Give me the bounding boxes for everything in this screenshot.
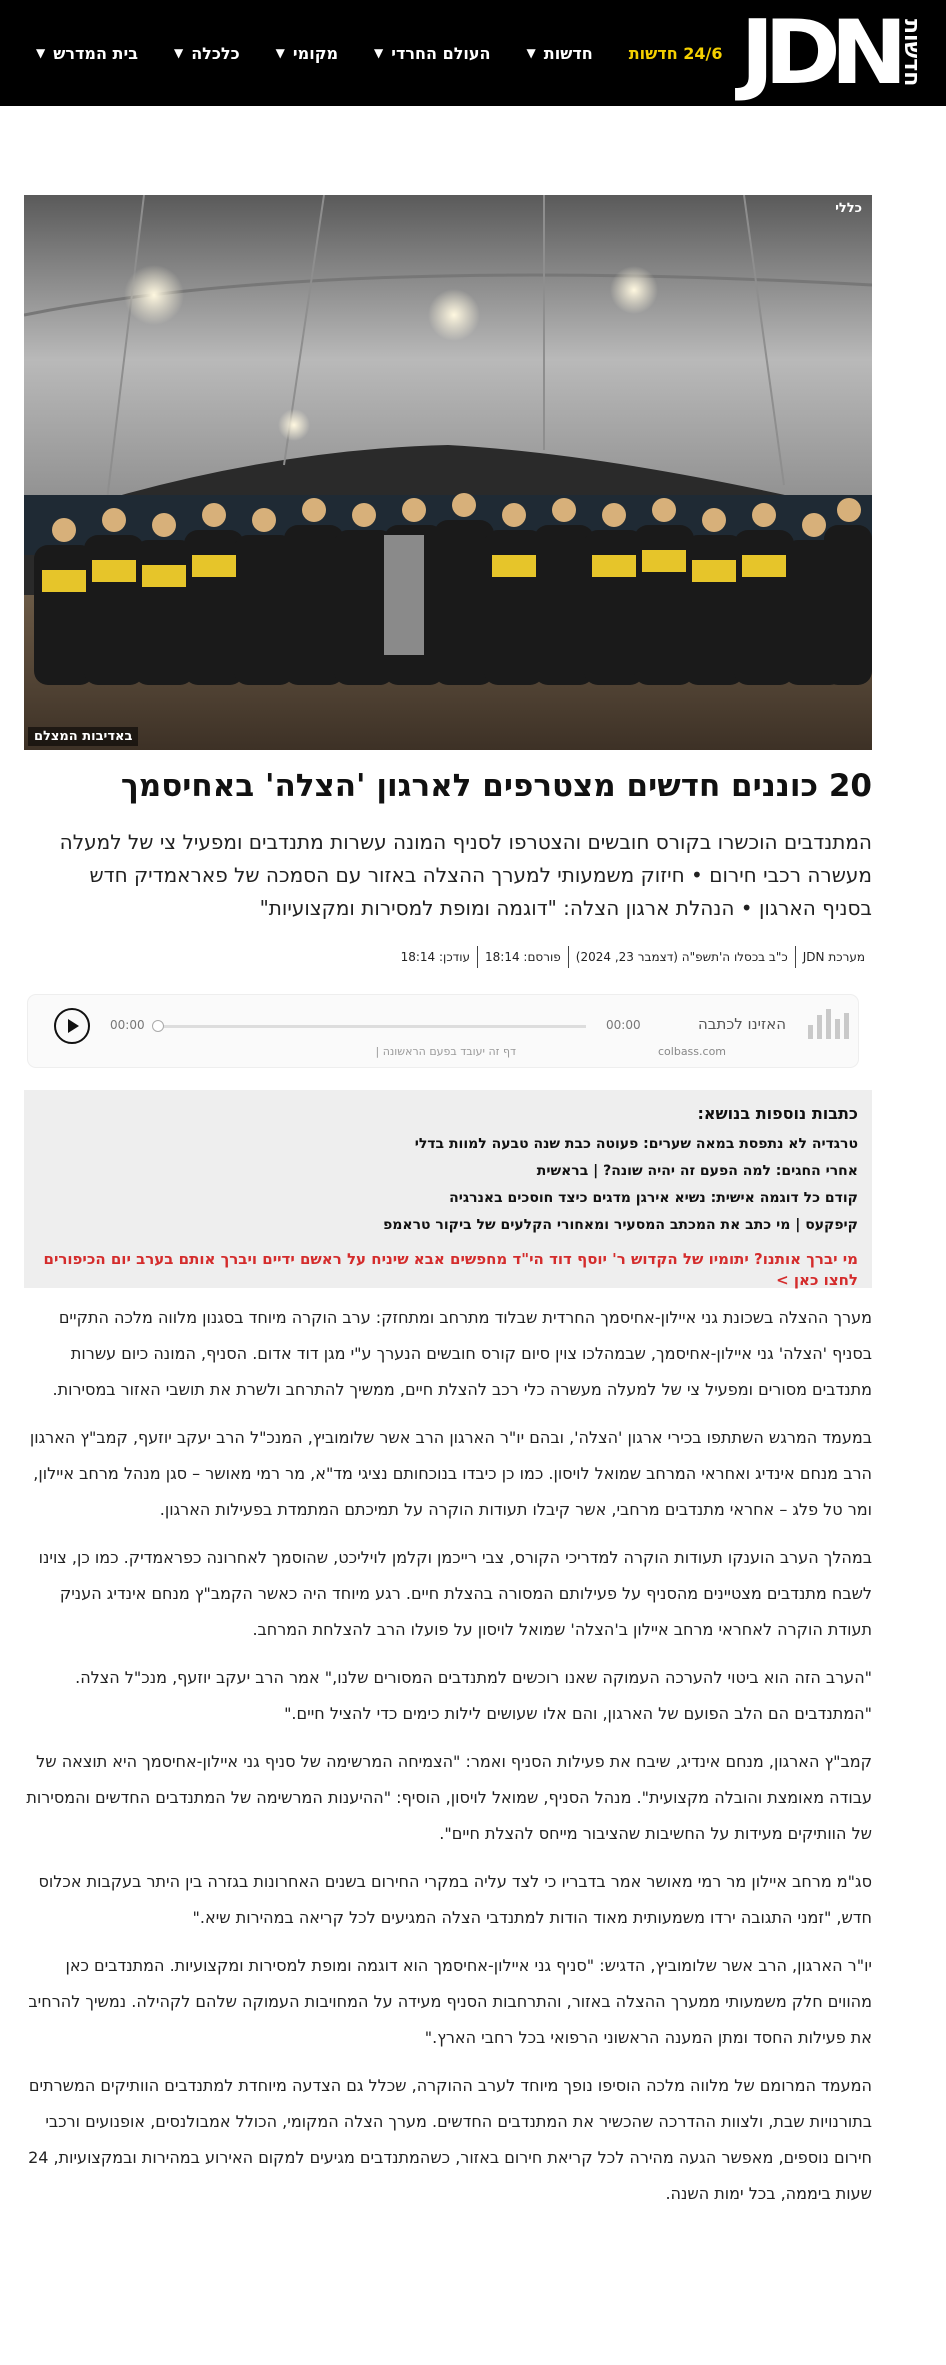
hero-image [24, 195, 872, 750]
article-paragraph: במעמד המרגש השתתפו בכירי ארגון 'הצלה', ובהם יו"ר הארגון הרב אשר שלומוביץ, המנכ"ל הרב יעקב יוזעף, קמב"ץ הארגון הרב מנחם אינדיג ואחראי המרחב שמואל לויסון. כמו כן כיבדו בנוכחותם נציגי מד"א, מר רמי מאושר – סגן מנהל מרחב איילון, ומר טל פלג – אחראי מתנדבים מרחבי, אשר קיבלו תעודות הוקרה על תמיכתם המתמדת בפעילות הארגון. [29, 1428, 872, 1519]
audio-brand-link[interactable]: colbass.com [658, 1045, 727, 1058]
related-link[interactable]: קיפקעס | מי כתב את המכתב המסעיר ומאחורי הקלעים של ביקור טראמפ [383, 1217, 858, 1233]
article-meta [394, 946, 872, 968]
audio-progress-handle[interactable] [152, 1020, 164, 1032]
article-paragraph: קמב"ץ הארגון, מנחם אינדיג, שיבח את פעילות הסניף ואמר: "הצמיחה המרשימה של סניף גני איילון-אחיסמך היא תוצאה של עבודה מאומצת והובלה מקצועית". מנהל הסניף, שמואל לויסון, הוסיף: "ההיענות המרשימה של המתנדבים החדשים והמסירות של הוותיקים מעידות על החשיבות שהציבור מייחס להצלת חיים". [26, 1752, 872, 1843]
nav-label: העולם החרדי [391, 43, 491, 63]
audio-label: האזינו לכתבה [698, 1015, 787, 1033]
nav-label: חדשות [543, 43, 593, 63]
audio-player [28, 995, 858, 1067]
nav-label: בית המדרש [53, 43, 138, 63]
chevron-down-icon: ▼ [173, 46, 184, 60]
related-articles [24, 1090, 872, 1288]
chevron-down-icon: ▼ [36, 46, 46, 60]
chevron-down-icon: ▼ [275, 46, 285, 60]
article-author[interactable]: מערכת JDN [795, 946, 872, 968]
article-subtitle: המתנדבים הוכשרו בקורס חובשים והצטרפו לסניף המונה עשרות מתנדבים ומפעיל צי של למעלה מעשרה רכבי חירום • חיזוק משמעותי למערך ההצלה באזור עם הסמכה של פאראמדיק חדש בסניף הארגון • הנהלת ארגון הצלה: "דוגמה ומופת למסירות ומקצועיות" [59, 830, 872, 920]
promo-link[interactable]: מי יברך אותנו? יתומיו של הקדוש ר' יוסף דוד הי"ד מחפשים אבא שיניח על ראשם ידיים ויברך אותם בערב יום הכיפורים לחצו כאן > [43, 1250, 858, 1289]
audio-wave-icon [808, 1009, 849, 1039]
article-paragraph: "הערב הזה הוא ביטוי להערכה העמוקה שאנו רוכשים למתנדבים המסורים שלנו," אמר הרב יעקב יוזעף, מנכ"ל הצלה. "המתנדבים הם הלב הפועם של הארגון, והם אלו שעושים לילות כימים כדי להציל חיים." [75, 1668, 872, 1723]
play-button[interactable] [54, 1008, 90, 1044]
related-link[interactable]: טרגדיה לא נתפסת במאה שערים: פעוטה כבת שנה טבעה למוות בדלי [414, 1136, 858, 1152]
nav-label: כלכלה [191, 43, 240, 63]
nav-label: 24/6 חדשות [628, 43, 723, 63]
nav-label: מקומי [292, 43, 339, 63]
site-logo[interactable] [739, 1, 924, 104]
related-link[interactable]: קודם כל דוגמה אישית: נשיא אירגן מדגים כיצד חוסכים באנרגיה [449, 1190, 858, 1206]
article-date: כ"ב בכסלו ה'תשפ"ה (דצמבר 23, 2024) [568, 946, 795, 968]
audio-current-time: 00:00 [110, 1018, 145, 1032]
related-heading: כתבות נוספות בנושא: [697, 1104, 858, 1123]
nav-item-local[interactable] [258, 44, 356, 63]
article-body [22, 1300, 872, 2224]
hero-photo-credit: באדיבות המצלם [28, 727, 138, 746]
audio-progress-track[interactable] [156, 1025, 586, 1028]
audio-duration: 00:00 [606, 1018, 641, 1032]
article-paragraph: סג"מ מרחב איילון מר רמי מאושר אמר בדבריו כי לצד עליה במקרי החירום בשנים האחרונות בגזרה בין היתר בעקבות אכלוס חדש, "זמני התגובה ירדו משמעותית מאוד הודות למתנדבי הצלה המגיעים לכל קריאה במהירות שיא." [38, 1872, 872, 1927]
main-nav [18, 0, 741, 106]
article-paragraph: מערך ההצלה בשכונת גני איילון-אחיסמך החרדית שבלוד מתרחב ומתחזק: ערב הוקרה מיוחד בסגנון מלווה מלכה התקיים בסניף 'הצלה' גני איילון-אחיסמך, שבמהלכו צוין סיום קורס חובשים הנערך ע"י מגן דוד אדום. הסניף, המונה כיום עשרות מתנדבים מסורים ומפעיל צי של למעלה מעשרה כלי רכב להצלת חיים, ממשיך להתרחב ולשרת את תושבי האזור במסירות. [52, 1308, 872, 1399]
related-link[interactable]: אחרי החגים: למה הפעם זה יהיה שונה? | בראשית [536, 1163, 858, 1179]
nav-item-beit-midrash[interactable] [18, 44, 156, 63]
nav-item-news-24-6[interactable] [611, 44, 741, 63]
logo-side-text: חדשות [899, 19, 924, 87]
site-header [0, 0, 946, 106]
audio-note: דף זה יעובד בפעם הראשונה | [375, 1045, 516, 1058]
nav-item-economy[interactable] [156, 44, 258, 63]
article-updated: עודכן: 18:14 [400, 950, 471, 964]
chevron-down-icon: ▼ [526, 46, 536, 60]
article-paragraph: המעמד המרומם של מלווה מלכה הוסיפו נופך מיוחד לערב ההוקרה, שכלל גם הצדעה מיוחדת למתנדבים הוותיקים המשרתים בתורנויות שבת, ולצוות ההדרכה שהכשיר את המתנדבים החדשים. מערך הצלה המקומי, הכולל אמבולנסים, אופנועים ורכבי חירום נוספים, מאפשר הגעה מהירה לכל קריאת חירום באזור, כשהמתנדבים מגיעים למקום האירוע במהירות ובמקצועיות, 24 שעות ביממה, בכל ימות השנה. [28, 2076, 872, 2203]
chevron-down-icon: ▼ [374, 46, 384, 60]
article-paragraph: יו"ר הארגון, הרב אשר שלומוביץ, הדגיש: "סניף גני איילון-אחיסמך הוא דוגמה ומופת למסירות ומקצועיות. המתנדבים כאן מהווים חלק משמעותי ממערך ההצלה באזור, והתרחבות הסניף מעידה על המחויבות העמוקה שלהם לקהילה. נמשיך להרחיב את פעילות החסד ומתן המענה הראשוני הרפואי בכל רחבי הארץ." [28, 1956, 872, 2047]
article-paragraph: במהלך הערב הוענקו תעודות הוקרה למדריכי הקורס, צבי רייכמן וקלמן לויליכט, שהוסמך לאחרונה כפראמדיק. כמו כן, צוינו לשבח מתנדבים מצטיינים מהסניף על פעילותם המסורה בהצלת חיים. רגע מיוחד היה כאשר הקמב"ץ מנחם אינדיג העניק תעודת הוקרה לאחראי מרחב איילון ב'הצלה' שמואל לויסון על פועלו הרב להצלחת המרחב. [38, 1548, 872, 1639]
article-title: 20 כוננים חדשים מצטרפים לארגון 'הצלה' באחיסמך [120, 768, 872, 804]
logo-text: JDN [739, 1, 897, 104]
hero-category-tag[interactable]: כללי [835, 201, 862, 216]
nav-item-news[interactable] [509, 44, 611, 63]
nav-item-haredi-world[interactable] [356, 44, 509, 63]
article-published: פורסם: 18:14 [477, 946, 568, 968]
